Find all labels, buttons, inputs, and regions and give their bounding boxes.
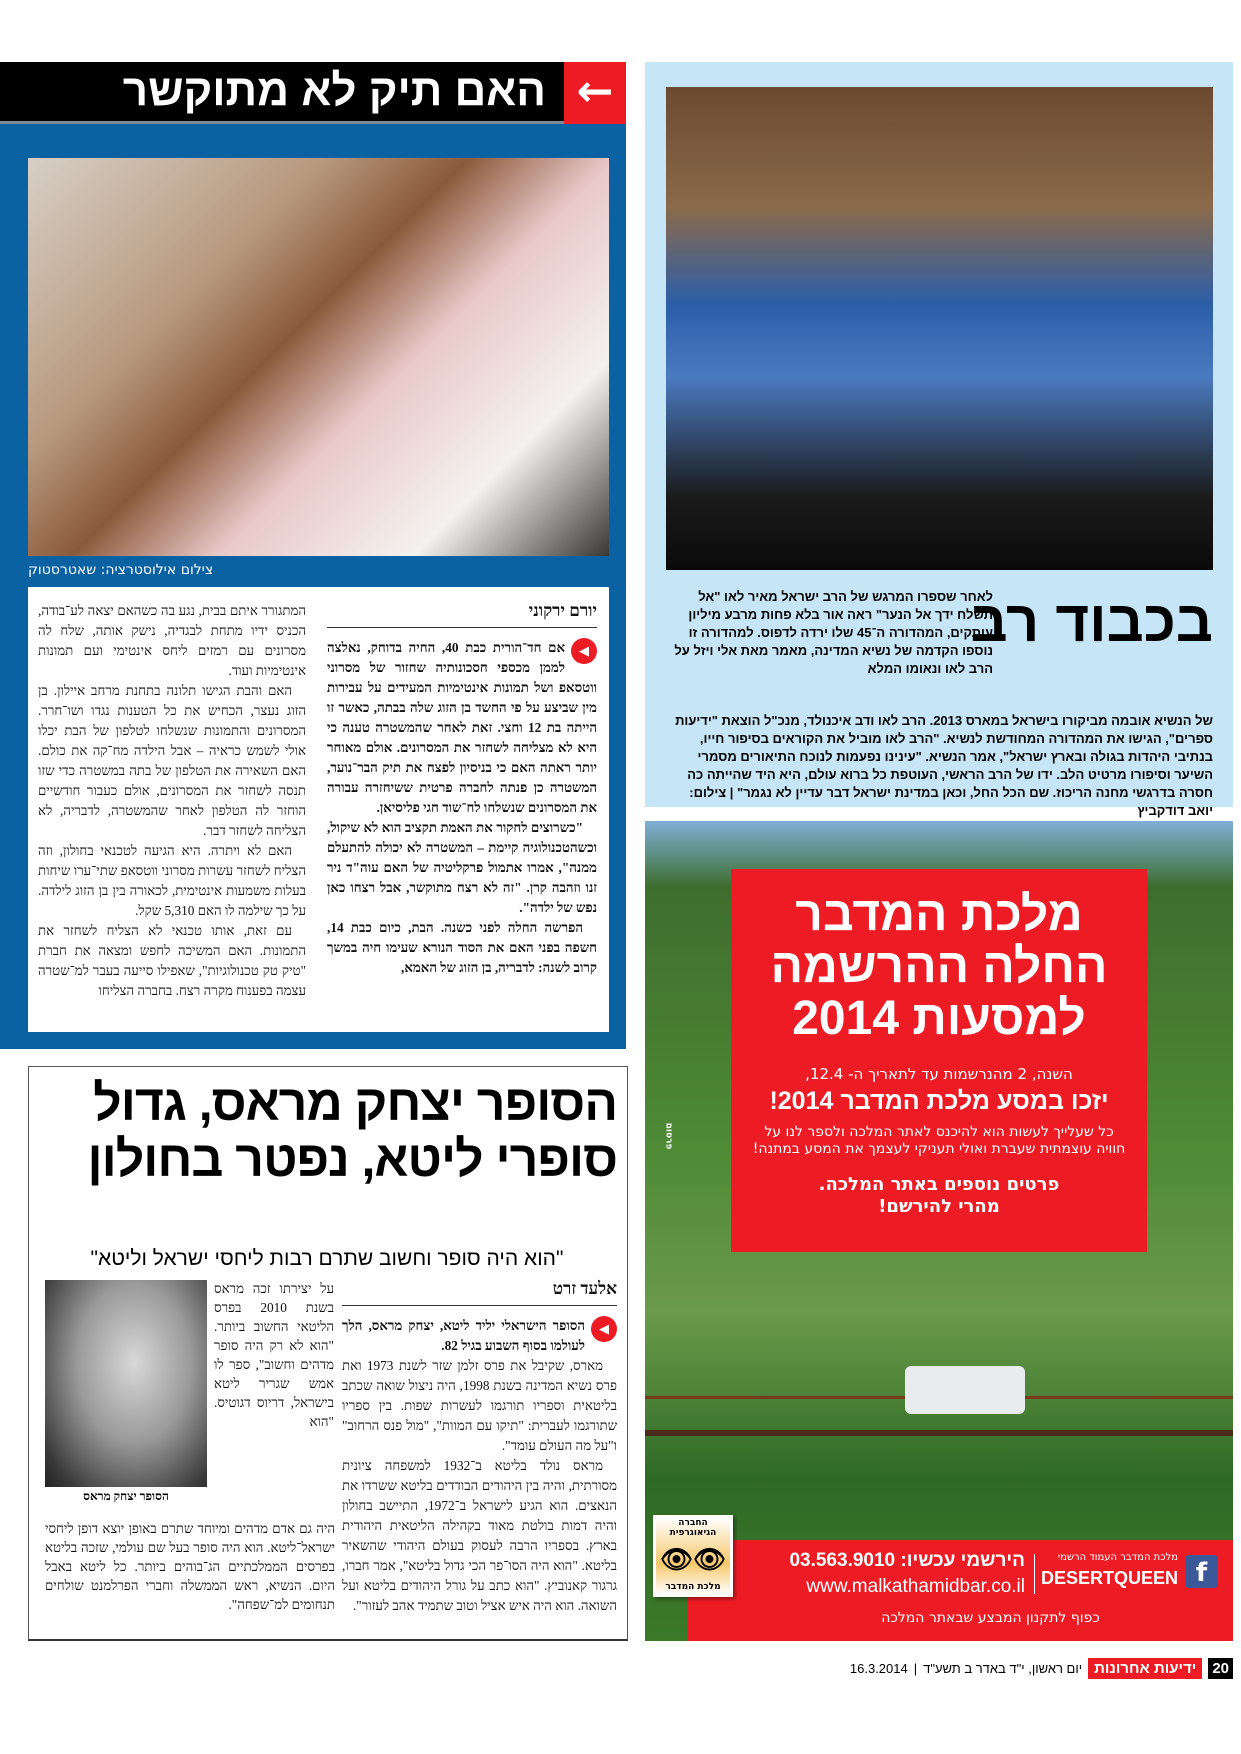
paragraph: הפרשה החלה לפני כשנה. הבת, כיום כבת 14, חשפה בפני האם את הסוד הנורא שעימו חיה במשך קרוב לשנה: לדבריה, בן הזוג של האמא, xyxy=(327,920,597,975)
article-column-1 xyxy=(327,601,597,978)
headline: הסופר יצחק מראס, גדול סופרי ליטא, נפטר בחולון xyxy=(87,1075,617,1187)
girl-photo xyxy=(28,158,609,556)
desert-queen-logo xyxy=(653,1515,733,1597)
logo-text: מלכת המדבר xyxy=(665,1582,721,1592)
separator: | xyxy=(913,1660,918,1676)
desert-queen-ad xyxy=(645,821,1233,1641)
honor-box xyxy=(645,62,1233,818)
facebook-icon[interactable]: f xyxy=(1185,1555,1218,1588)
ad-cta-line: מהרי להירשם! xyxy=(878,1196,1000,1217)
ad-tag: פרסום xyxy=(663,1122,674,1150)
phone: הירשמי עכשיו: 03.563.9010 xyxy=(789,1550,1025,1571)
author-photo xyxy=(45,1280,207,1487)
ad-cta-line: פרטים נוספים באתר המלכה. xyxy=(818,1174,1060,1195)
obituary-article xyxy=(28,1066,628,1641)
ad-contact-strip xyxy=(688,1540,1233,1641)
article-column-2-narrow: על יצירתו זכה מראס בשנת 2010 בפרס הליטאי החשוב ביותר. "הוא לא רק היה סופר מדהים וחשוב", ספר לו אמש שגריר ליטא בישראל, דריוס דגוטיס. "הוא xyxy=(214,1281,334,1429)
hebrew-date: יום ראשון, י"ד באדר ב תשע"ד xyxy=(923,1660,1083,1676)
newspaper-name: ידיעות אחרונות xyxy=(1088,1658,1202,1679)
ad-headline-line: מלכת המדבר xyxy=(795,888,1083,941)
ad-promo-box xyxy=(731,869,1147,1252)
section-header xyxy=(0,62,626,124)
terms: כפוף לתקנון המבצע שבאתר המלכה xyxy=(881,1610,1100,1626)
photo-caption: הסופר יצחק מראס xyxy=(83,1489,169,1503)
ad-headline-line: החלה ההרשמה xyxy=(770,940,1108,993)
story-panel xyxy=(0,124,626,1049)
arrow-left-icon: ← xyxy=(564,62,626,124)
paragraph: עם זאת, אותו טכנאי לא הצליח לשחזר את התמונות. האם המשיכה לחפש ומצאה את חברת "טיק טק טכנולוגיות", שאפילו סייעה בעבר למ־שטרה עצמה בפענוח מקרה רצח. בחברה הצליחו xyxy=(38,923,306,998)
logo-text: החברה הגיאוגרפית xyxy=(669,1518,717,1538)
subtitle: "הוא היה סופר וחשוב שתרם רבות ליחסי ישראל וליטא" xyxy=(90,1247,564,1270)
ad-cta xyxy=(731,1174,1147,1218)
honor-body: של הנשיא אובמה מביקורו בישראל במארס 2013. הרב לאו ודב איכנולד, מנכ"ל הוצאת "ידיעות ספרים", הגישו את המהדורה המחודשת לנשיא. "הרב לאו מוביל את הקוראים בסיפור חייו, בנתיבי היהדות בגולה ובארץ ישראל", אמר הנשיא. "עינינו נפעמות לנוכח התיאורים מסמרי השיער וסיפורו מרטיט הלב. ידו של הרב הראשי, העוטפת כל ברוא עולם, היא היד שהייתה כה חסרה בדרגשי מחנה הריכוז. שם הכל החל, וכאן במדינת ישראל דבר עדיין לא נגמר" | צילום: יואב דודקביץ xyxy=(675,713,1213,818)
article-column-1 xyxy=(342,1279,617,1616)
paragraph: המתגורר איתם בבית, נגע בה כשהאם יצאה לע־בודה, הכניס ידיו מתחת לבגדיה, נישק אותה, שלח לה מסרונים עם רמזים ליחס אינטימי ועם תמונות אינטימיות ועוד. xyxy=(38,603,306,678)
paragraph: מראס נולד בליטא ב־1932 למשפחה ציונית מסורתית, והיה בין היהודים הבודדים בליטא ששרדו את הנאצים. הוא הגיע לישראל ב־1972, התיישב בחולון והיה דמות בולטת מאוד בקהילה הליטאית היהודית בארץ. בספריו הרבה לעסוק בעולם היהודי שהשאיר בליטא. "הוא היה הסו־פר הכי גדול בליטא", אמר חברו, גרגור קאנוביץ. "הוא כתב על גורל היהודים בליטא ועל השואה. הוא היה איש אציל וטוב שתמיד אהב לעזור". xyxy=(342,1458,617,1613)
paragraph: האם והבת הגישו תלונה בתחנת מרחב איילון. בן הזוג נעצר, הכחיש את כל הטענות נגדו ושו־חרר. המסרונים והתמונות שנשלחו לטלפון של הבת יכלו אולי לשמש כראיה – אבל הילדה מח־קה את כולם. האם השאירה את הטלפון של בתה במשטרה כדי שזו תנסה לשחזר את המסרונים, אולם כעבור חודשיים הוחזר לה הטלפון לאחר שהמשטרה, לדבריה, לא הצליחה לשחזר דבר. xyxy=(38,683,306,838)
page-footer xyxy=(850,1656,1233,1680)
paragraph: מארס, שקיבל את פרס זלמן שזר לשנת 1973 ואת פרס נשיא המדינה בשנת 1998, היה ניצול שואה שכתב בליטאית וספריו תורגמו לעשרות שפות. בין ספריו שתורגמו לעברית: "תיקו עם המוות", "מול פנס הרחוב" ו"על מה העולם עומד". xyxy=(342,1358,617,1453)
eyes-icon: 👁👁 xyxy=(659,1545,726,1575)
rabbi-president-photo xyxy=(666,87,1213,570)
paragraph: אם חד־הורית כבת 40, החיה בדוחק, נאלצה לממן מכספי חסכונותיה שחזור של מסרוני ווטסאפ ושל תמונות אינטימיות המעידים על עבירות מין שביצע על פי החשד בן הזוג שלה בבתה, כאשר זו הייתה בת 12 וחצי. זאת לאחר שהמשטרה טענה כי היא לא מצליחה לשחזר את המסרונים. אולם מאוחר יותר ראתה האם כי בניסיון לפצח את תיק הבר־נוער, המשטרה כן פנתה לחברה פרטית ששיחזרה עבורה את המסרונים שנשלחו לח־שוד חגי פליסיאן. xyxy=(327,640,597,815)
ad-text: השנה, 2 מהנרשמות עד לתאריך ה- 12.4, xyxy=(805,1065,1073,1083)
article-column-2 xyxy=(38,601,306,1001)
lead: הסופר הישראלי יליד ליטא, יצחק מראס, הלך לעולמו בסוף השבוע בגיל 82. xyxy=(342,1318,585,1353)
date: 16.3.2014 xyxy=(849,1660,908,1676)
ad-text-bold: יזכו במסע מלכת המדבר 2014! xyxy=(769,1087,1109,1115)
website-link[interactable]: www.malkathamidbar.co.il xyxy=(806,1576,1025,1597)
honor-lead: לאחר שספרו המרגש של הרב ישראל מאיר לאו "אל תשלח ידך אל הנער" ראה אור בלא פחות מרבע מיליון עותקים, המהדורה ה־45 שלו ירדה לדפוס. למהדורה זו נוספו הקדמה של נשיא המדינה, מאמר מאת אלי ויזל על הרב לאו ונאומו המלא xyxy=(674,589,993,676)
play-bullet-icon: ◀ xyxy=(591,1316,617,1342)
ad-text: כל שעלייך לעשות הוא להיכנס לאתר המלכה ולספר לנו על חוויה עוצמתית שעברת ואולי תעניקי לעצמך את המסע במתנה! xyxy=(752,1124,1126,1157)
paragraph: האם לא ויתרה. היא הגיעה לטכנאי בחולון, וזה הצליח לשחזר עשרות מסרוני ווטסאפ שתי־ערו שיחות בעלות משמעות אינטימית, לכאורה בין בן הזוג לילדה. על כך שילמה לו האם 5,310 שקל. xyxy=(38,843,306,918)
paragraph: "כשרוצים לחקור את האמת תקציב הוא לא שיקול, וכשהטכנולוגיה קיימת – המשטרה לא יכולה להתעלם ממנה", אמרו אתמול פרקליטיה של האם עוה"ד ניר זנו וזהבה קרן. "זה לא רצח מתוקשר, אבל רצחו כאן נפש של ילדה". xyxy=(327,820,597,915)
article-column-2-wide: היה גם אדם מדהים ומיוחד שתרם באופן יוצא דופן ליחסי ישראל־ליטא. הוא היה סופר בעל שם עולמי, שזכה בליטא בפרסים הממלכתיים הג־בוהים ביותר. כל ליטא באבל היום. הנשיא, ראש הממשלה וחברי הפרלמנט שולחים תנחומים למ־שפחה". xyxy=(45,1521,335,1612)
byline: אלעד זרט xyxy=(342,1279,617,1306)
byline: יורם ירקוני xyxy=(327,601,597,628)
photo-credit: צילום אילוסטרציה: שאטרסטוק xyxy=(28,562,214,578)
facebook-name[interactable]: DESERTQUEEN xyxy=(1040,1568,1178,1588)
section-title: האם תיק לא מתוקשר xyxy=(122,66,546,115)
ad-headline-line: למסעות 2014 xyxy=(792,992,1086,1045)
play-bullet-icon: ◀ xyxy=(571,638,597,664)
divider xyxy=(1034,1554,1035,1594)
jeep-graphic xyxy=(905,1366,1025,1414)
page-number: 20 xyxy=(1208,1658,1233,1679)
facebook-label: מלכת המדבר העמוד הרשמי xyxy=(1057,1552,1178,1563)
ad-headline xyxy=(731,889,1147,1045)
honor-title: בכבוד רב xyxy=(970,589,1213,654)
article-body xyxy=(28,587,609,1032)
